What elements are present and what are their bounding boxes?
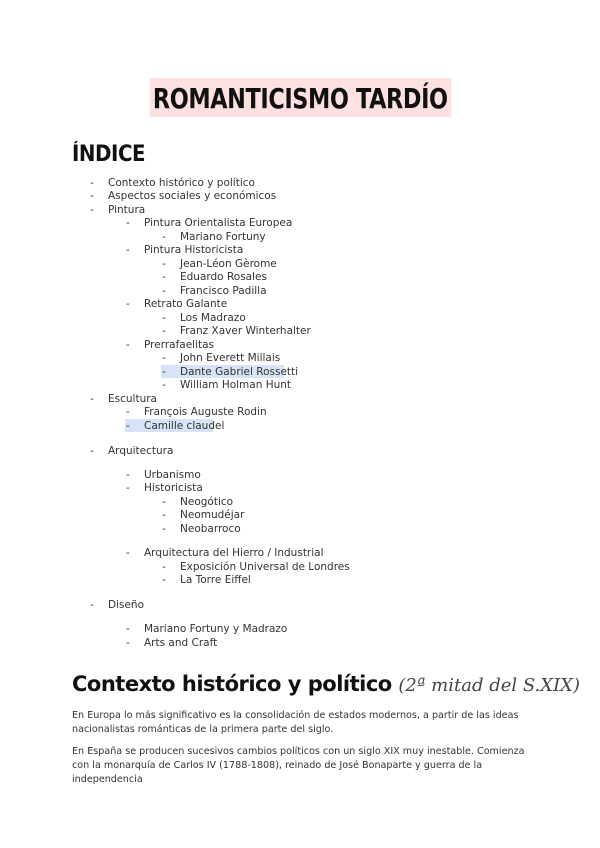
index-item-label: Historicista (144, 482, 203, 494)
index-item-neobarroco (162, 523, 241, 535)
title-wrap (0, 78, 600, 117)
index-item-label: Prerrafaelitas (144, 339, 215, 351)
bullet-dash: - (162, 496, 166, 508)
bullet-dash: - (126, 298, 130, 310)
index-item-hunt (162, 379, 292, 391)
index-item-label: Aspectos sociales y económicos (108, 190, 277, 202)
bullet-dash: - (126, 420, 130, 432)
index-item-label: Camille claudel (144, 420, 225, 432)
index-item-aspectos (90, 190, 277, 202)
index-item-madrazo (162, 312, 246, 324)
index-item-label: William Holman Hunt (180, 379, 292, 391)
bullet-dash: - (126, 217, 130, 229)
index-item-claudel (126, 420, 225, 432)
index-item-label: Contexto histórico y político (108, 177, 255, 189)
index-item-padilla (162, 285, 267, 297)
bullet-dash: - (126, 244, 130, 256)
bullet-dash: - (126, 406, 130, 418)
index-item-label: Francisco Padilla (180, 285, 267, 297)
section-heading-title: Contexto histórico y político (72, 672, 392, 696)
index-item-neogotico (162, 496, 234, 508)
index-item-neomudejar (162, 509, 245, 521)
index-item-label: Retrato Galante (144, 298, 228, 310)
bullet-dash: - (90, 204, 94, 216)
bullet-dash: - (90, 599, 94, 611)
index-item-eiffel (162, 574, 251, 586)
bullet-dash: - (90, 445, 94, 457)
index-item-pintura (90, 204, 146, 216)
index-item-arquitectura (90, 445, 174, 457)
page-title: ROMANTICISMO TARDÍO (149, 78, 450, 117)
paragraph-2: En España se producen sucesivos cambios políticos con un siglo XIX muy inestable. Comienza con la monarquía de Carlos IV (1788-1808), reinado de José Bonaparte y guerra de la independencia (72, 746, 525, 785)
section-heading (72, 672, 580, 696)
index-item-label: Mariano Fortuny y Madrazo (144, 623, 288, 635)
index-item-exposicion (162, 561, 350, 573)
index-item-label: François Auguste Rodin (144, 406, 267, 418)
paragraph-1: En Europa lo más significativo es la consolidación de estados modernos, a partir de las ideas nacionalistas románticas de la primera parte del siglo. (72, 710, 519, 735)
index-item-label: Jean-Léon Gèrome (180, 258, 277, 270)
index-item-label: Exposición Universal de Londres (180, 561, 350, 573)
index-item-label: Neobarroco (180, 523, 241, 535)
index-item-label: Escultura (108, 393, 157, 405)
bullet-dash: - (162, 352, 166, 364)
bullet-dash: - (162, 258, 166, 270)
bullet-dash: - (162, 271, 166, 283)
index-item-label: Diseño (108, 599, 145, 611)
index-item-rosales (162, 271, 267, 283)
bullet-dash: - (162, 523, 166, 535)
index-item-prerrafaelitas (126, 339, 215, 351)
index-item-label: Pintura (108, 204, 146, 216)
index-item-label: Franz Xaver Winterhalter (180, 325, 311, 337)
index-item-label: Urbanismo (144, 469, 201, 481)
index-item-label: Arquitectura (108, 445, 174, 457)
index-item-label: Pintura Historicista (144, 244, 244, 256)
bullet-dash: - (162, 231, 166, 243)
index-item-orientalista (126, 217, 293, 229)
index-item-label: Los Madrazo (180, 312, 246, 324)
index-item-label: Arts and Craft (144, 637, 218, 649)
bullet-dash: - (126, 339, 130, 351)
bullet-dash: - (90, 177, 94, 189)
index-item-millais (162, 352, 281, 364)
index-heading: ÍNDICE (72, 142, 146, 167)
bullet-dash: - (126, 482, 130, 494)
bullet-dash: - (162, 285, 166, 297)
index-item-label: Eduardo Rosales (180, 271, 267, 283)
index-item-gerome (162, 258, 277, 270)
index-item-historicista (126, 244, 244, 256)
index-item-winterhalter (162, 325, 311, 337)
index-item-escultura (90, 393, 157, 405)
index-item-label: Pintura Orientalista Europea (144, 217, 293, 229)
bullet-dash: - (162, 325, 166, 337)
index-item-fortuny (162, 231, 266, 243)
bullet-dash: - (162, 379, 166, 391)
section-heading-subtitle: (2ª mitad del S.XIX) (398, 675, 581, 696)
index-item-label: Dante Gabriel Rossetti (180, 366, 299, 378)
bullet-dash: - (162, 312, 166, 324)
bullet-dash: - (126, 623, 130, 635)
bullet-dash: - (126, 637, 130, 649)
bullet-dash: - (162, 366, 166, 378)
bullet-dash: - (162, 574, 166, 586)
bullet-dash: - (126, 547, 130, 559)
index-item-label: Neomudéjar (180, 509, 245, 521)
index-item-label: John Everett Millais (180, 352, 281, 364)
index-item-diseno (90, 599, 145, 611)
index-item-arts-craft (126, 637, 218, 649)
index-item-historicista-arq (126, 482, 203, 494)
index-item-retrato (126, 298, 228, 310)
bullet-dash: - (90, 190, 94, 202)
index-item-urbanismo (126, 469, 201, 481)
bullet-dash: - (90, 393, 94, 405)
index-item-hierro (126, 547, 324, 559)
index-item-fortuny-madrazo (126, 623, 288, 635)
index-item-label: Arquitectura del Hierro / Industrial (144, 547, 324, 559)
bullet-dash: - (126, 469, 130, 481)
index-item-rossetti (162, 366, 299, 378)
index-item-label: La Torre Eiffel (180, 574, 251, 586)
bullet-dash: - (162, 561, 166, 573)
bullet-dash: - (162, 509, 166, 521)
index-item-contexto (90, 177, 255, 189)
index-item-label: Neogótico (180, 496, 234, 508)
index-item-rodin (126, 406, 267, 418)
index-item-label: Mariano Fortuny (180, 231, 266, 243)
